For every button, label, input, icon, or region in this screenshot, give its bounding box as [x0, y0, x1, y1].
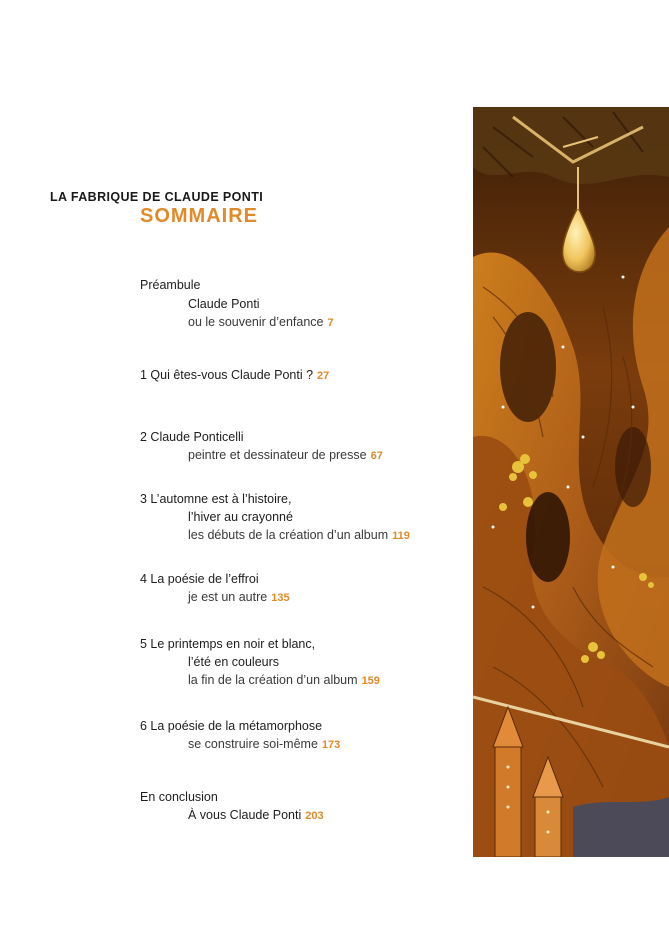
toc-entry-preambule-subheading[interactable]: Claude Ponti: [188, 297, 260, 311]
toc-entry-text: se construire soi-même: [188, 737, 318, 751]
page-number: 27: [317, 370, 330, 382]
toc-entry-text: les débuts de la création d’un album: [188, 528, 389, 542]
toc-entry-chapter-4-heading[interactable]: 4 La poésie de l’effroi: [140, 572, 259, 586]
forest-roots-illustration: [473, 107, 669, 857]
contents-title: SOMMAIRE: [140, 205, 258, 227]
page-number: 119: [392, 530, 410, 542]
toc-entry-chapter-2-heading[interactable]: 2 Claude Ponticelli: [140, 430, 244, 444]
page-number: 7: [327, 317, 334, 329]
toc-entry-chapter-6-description[interactable]: [188, 736, 340, 753]
page-number: 173: [321, 739, 341, 751]
toc-entry-chapter-5-description[interactable]: [188, 672, 380, 689]
toc-entry-text: À vous Claude Ponti: [188, 808, 302, 822]
toc-entry-text: je est un autre: [188, 590, 268, 604]
toc-entry-chapter-5-heading[interactable]: 5 Le printemps en noir et blanc,: [140, 637, 316, 651]
book-series-title: LA FABRIQUE DE CLAUDE PONTI: [50, 190, 264, 204]
toc-entry-chapter-4-description[interactable]: [188, 589, 290, 606]
toc-entry-chapter-3-heading[interactable]: 3 L’automne est à l’histoire,: [140, 492, 292, 506]
toc-entry-text: ou le souvenir d’enfance: [188, 315, 324, 329]
toc-entry-chapter-3-heading-2[interactable]: l’hiver au crayonné: [188, 510, 293, 524]
toc-entry-text: 1 Qui êtes-vous Claude Ponti ?: [140, 368, 314, 382]
toc-entry-chapter-3-description[interactable]: [188, 527, 410, 544]
page-number: 159: [361, 675, 380, 687]
page-number: 135: [271, 592, 290, 604]
toc-entry-text: peintre et dessinateur de presse: [188, 448, 367, 462]
toc-entry-text: la fin de la création d’un album: [188, 673, 358, 687]
toc-entry-preambule-heading[interactable]: Préambule: [140, 278, 201, 292]
toc-entry-conclusion-subheading[interactable]: [188, 807, 324, 824]
toc-entry-preambule-description[interactable]: [188, 314, 334, 331]
toc-entry-chapter-2-description[interactable]: [188, 447, 383, 464]
toc-entry-chapter-5-heading-2[interactable]: l’été en couleurs: [188, 655, 280, 669]
page-number: 203: [305, 810, 324, 822]
toc-entry-chapter-6-heading[interactable]: 6 La poésie de la métamorphose: [140, 719, 323, 733]
toc-entry-conclusion-heading[interactable]: En conclusion: [140, 790, 218, 804]
toc-entry-chapter-1[interactable]: [140, 367, 329, 384]
page-number: 67: [370, 450, 383, 462]
